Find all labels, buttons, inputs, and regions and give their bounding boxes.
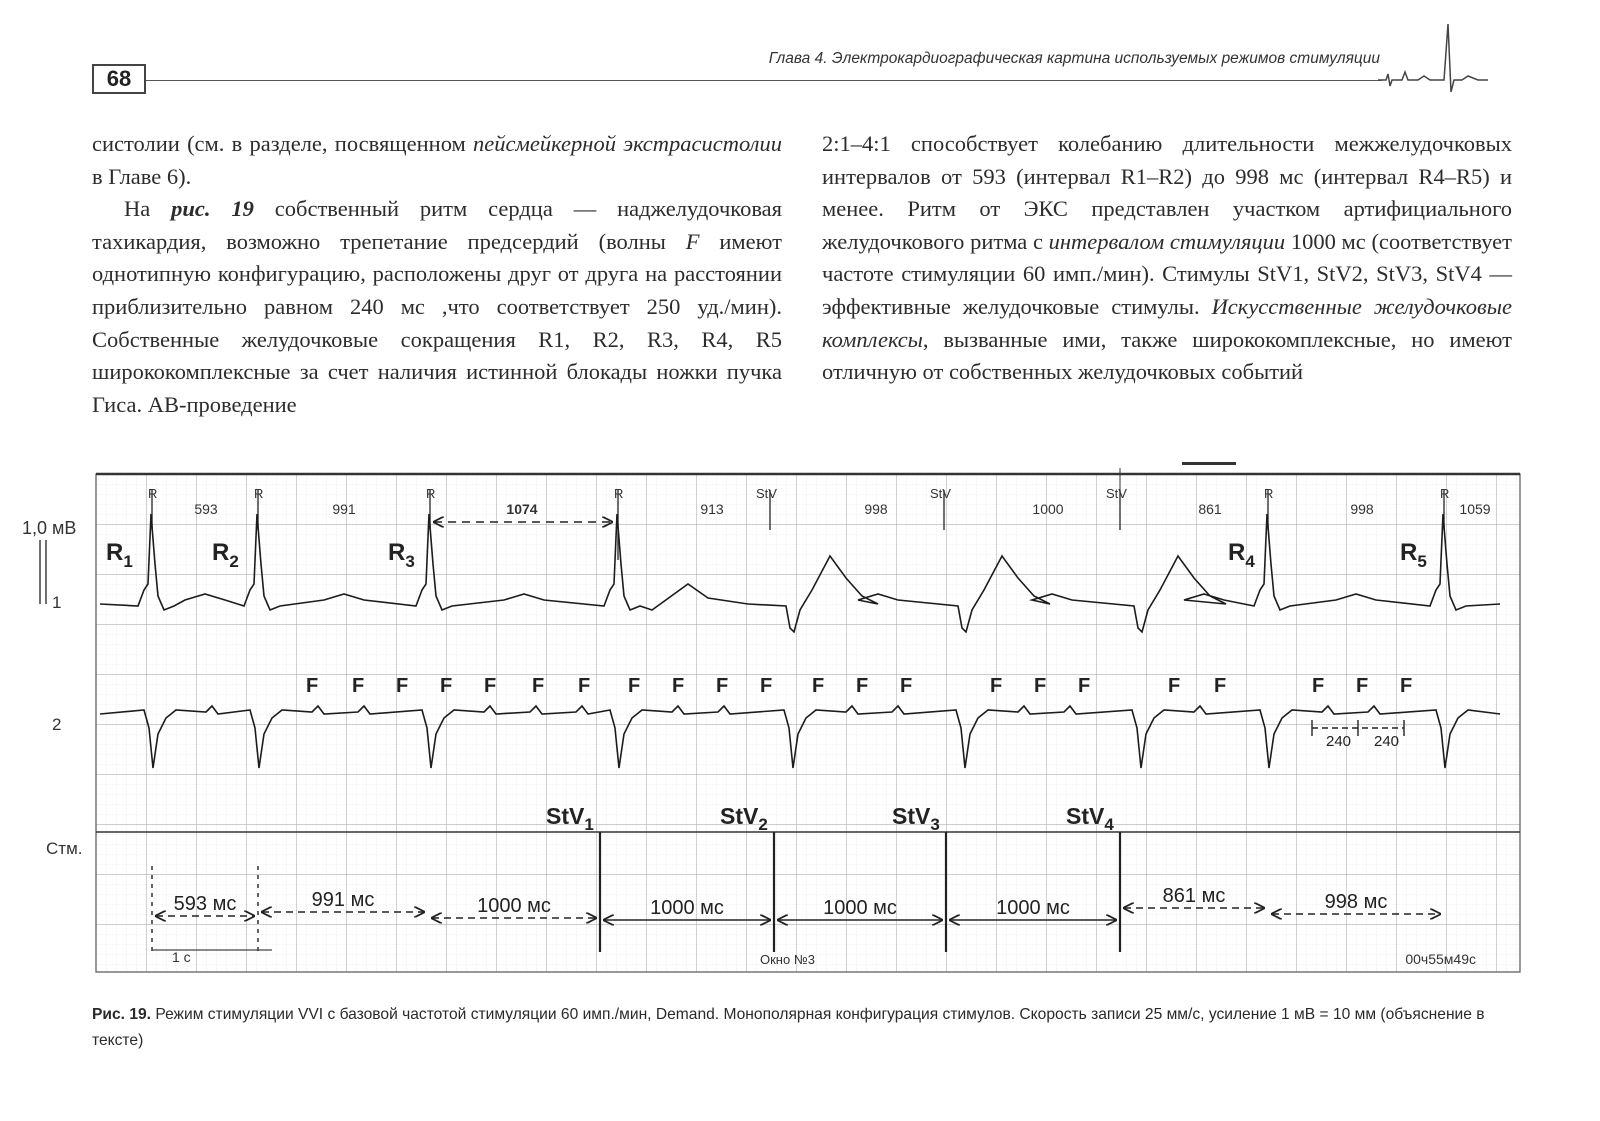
interval-label: 1000 мс: [650, 897, 724, 919]
f-wave-label: F: [812, 675, 825, 697]
window-label: Окно №3: [760, 952, 815, 967]
f-wave-label: F: [760, 675, 773, 697]
chapter-title: Глава 4. Электрокардиографическая картина используемых режимов стимуляции: [768, 50, 1380, 67]
interval-label: 998 мс: [1324, 891, 1388, 913]
top-interval-value: 593: [194, 501, 218, 517]
f-distance-value: 240: [1374, 733, 1400, 750]
lead-2-label: 2: [52, 715, 62, 734]
time-label: 00ч55м49с: [1405, 951, 1476, 967]
f-wave-label: F: [306, 675, 319, 697]
stim-label: StV$_4$: [1066, 803, 1114, 834]
scale-label: 1,0 мВ: [22, 518, 77, 538]
one-second-label: 1 с: [172, 949, 191, 965]
top-interval-value: 998: [864, 501, 888, 517]
marker-label: R: [1264, 486, 1274, 501]
interval-label: 1000 мс: [823, 897, 897, 919]
scale-bar: [40, 540, 46, 604]
stim-label: StV$_2$: [720, 803, 768, 834]
interval-label: 593 мс: [173, 893, 237, 915]
f-wave-label: F: [532, 675, 545, 697]
r-complex-label: $R_1$: [106, 539, 133, 571]
r-complex-label: $R_2$: [212, 539, 239, 571]
top-interval-value: 1059: [1459, 501, 1491, 517]
f-wave-label: F: [352, 675, 365, 697]
marker-label: R: [426, 486, 436, 501]
paragraph-2: На рис. 19 собственный ритм сердца — наджелудочковая тахикардия, возможно трепетание предсердий (волны F имеют однотипную конфигурацию, расположены друг от друга на расстоянии приблизительно равном 240 мс ,что соответствует 250 уд./мин). Собственные желудочковые сокращения R1, R2, R3, R4, R5 ширококомплексные за счет наличия истинной блокады ножки пучка Гиса. АВ-проведение: [92, 196, 782, 417]
f-wave-label: F: [900, 675, 913, 697]
marker-label: R: [614, 486, 624, 501]
f-wave-label: F: [396, 675, 409, 697]
f-wave-label: F: [1034, 675, 1047, 697]
top-interval-value: 913: [700, 501, 724, 517]
f-wave-label: F: [1168, 675, 1181, 697]
f-distance-value: 240: [1326, 733, 1352, 750]
f-wave-label: F: [1312, 675, 1325, 697]
stim-channel-label: Стм.: [46, 839, 83, 858]
marker-label: R: [254, 486, 264, 501]
stim-label: StV$_3$: [892, 803, 940, 834]
page-number: 68: [92, 64, 146, 94]
interval-label: 1000 мс: [477, 895, 551, 917]
top-interval-value: 1074: [506, 501, 538, 517]
f-wave-label: F: [716, 675, 729, 697]
stim-label: StV$_1$: [546, 803, 594, 834]
marker-label: StV: [930, 486, 951, 501]
figure-caption: Рис. 19. Режим стимуляции VVI с базовой частотой стимуляции 60 имп./мин, Demand. Монополярная конфигурация стимулов. Скорость записи 25 мм/с, усиление 1 мВ = 10 мм (объяснение в тексте): [92, 1006, 1485, 1049]
paragraph-1: систолии (см. в разделе, посвященном пейсмейкерной экстрасистолии в Главе 6).: [92, 131, 782, 189]
f-wave-label: F: [1400, 675, 1413, 697]
f-wave-label: F: [484, 675, 497, 697]
top-interval-value: 861: [1198, 501, 1222, 517]
f-wave-label: F: [856, 675, 869, 697]
marker-label: StV: [756, 486, 777, 501]
top-interval-value: 998: [1350, 501, 1374, 517]
interval-label: 991 мс: [311, 889, 375, 911]
r-complex-label: $R_5$: [1400, 539, 1427, 571]
f-wave-label: F: [440, 675, 453, 697]
f-wave-label: F: [1214, 675, 1227, 697]
f-wave-label: F: [628, 675, 641, 697]
interval-label: 1000 мс: [996, 897, 1070, 919]
f-wave-label: F: [1078, 675, 1091, 697]
r-complex-label: $R_3$: [388, 539, 415, 571]
r-complex-label: $R_4$: [1228, 539, 1255, 571]
f-wave-label: F: [578, 675, 591, 697]
marker-label: R: [1440, 486, 1450, 501]
f-wave-label: F: [990, 675, 1003, 697]
top-interval-value: 991: [332, 501, 356, 517]
marker-label: R: [148, 486, 158, 501]
lead-1-label: 1: [52, 593, 62, 612]
f-wave-label: F: [672, 675, 685, 697]
f-wave-label: F: [1356, 675, 1369, 697]
top-interval-value: 1000: [1032, 501, 1064, 517]
paragraph-3: 2:1–4:1 способствует колебанию длительности межжелудочковых интервалов от 593 (интервал R1–R2) до 998 мс (интервал R4–R5) и менее. Ритм от ЭКС представлен участком артифициального желудочкового ритма с интервалом стимуляции 1000 мс (соответствует частоте стимуляции 60 имп./мин). Стимулы StV1, StV2, StV3, StV4 — эффективные желудочковые стимулы. Искусственные желудочковые комплексы, вызванные ими, также ширококомплексные, но имеют отличную от собственных желудочковых событий: [822, 131, 1512, 385]
marker-label: StV: [1106, 486, 1127, 501]
ecg-grid: [96, 474, 1520, 972]
interval-label: 861 мс: [1162, 885, 1226, 907]
